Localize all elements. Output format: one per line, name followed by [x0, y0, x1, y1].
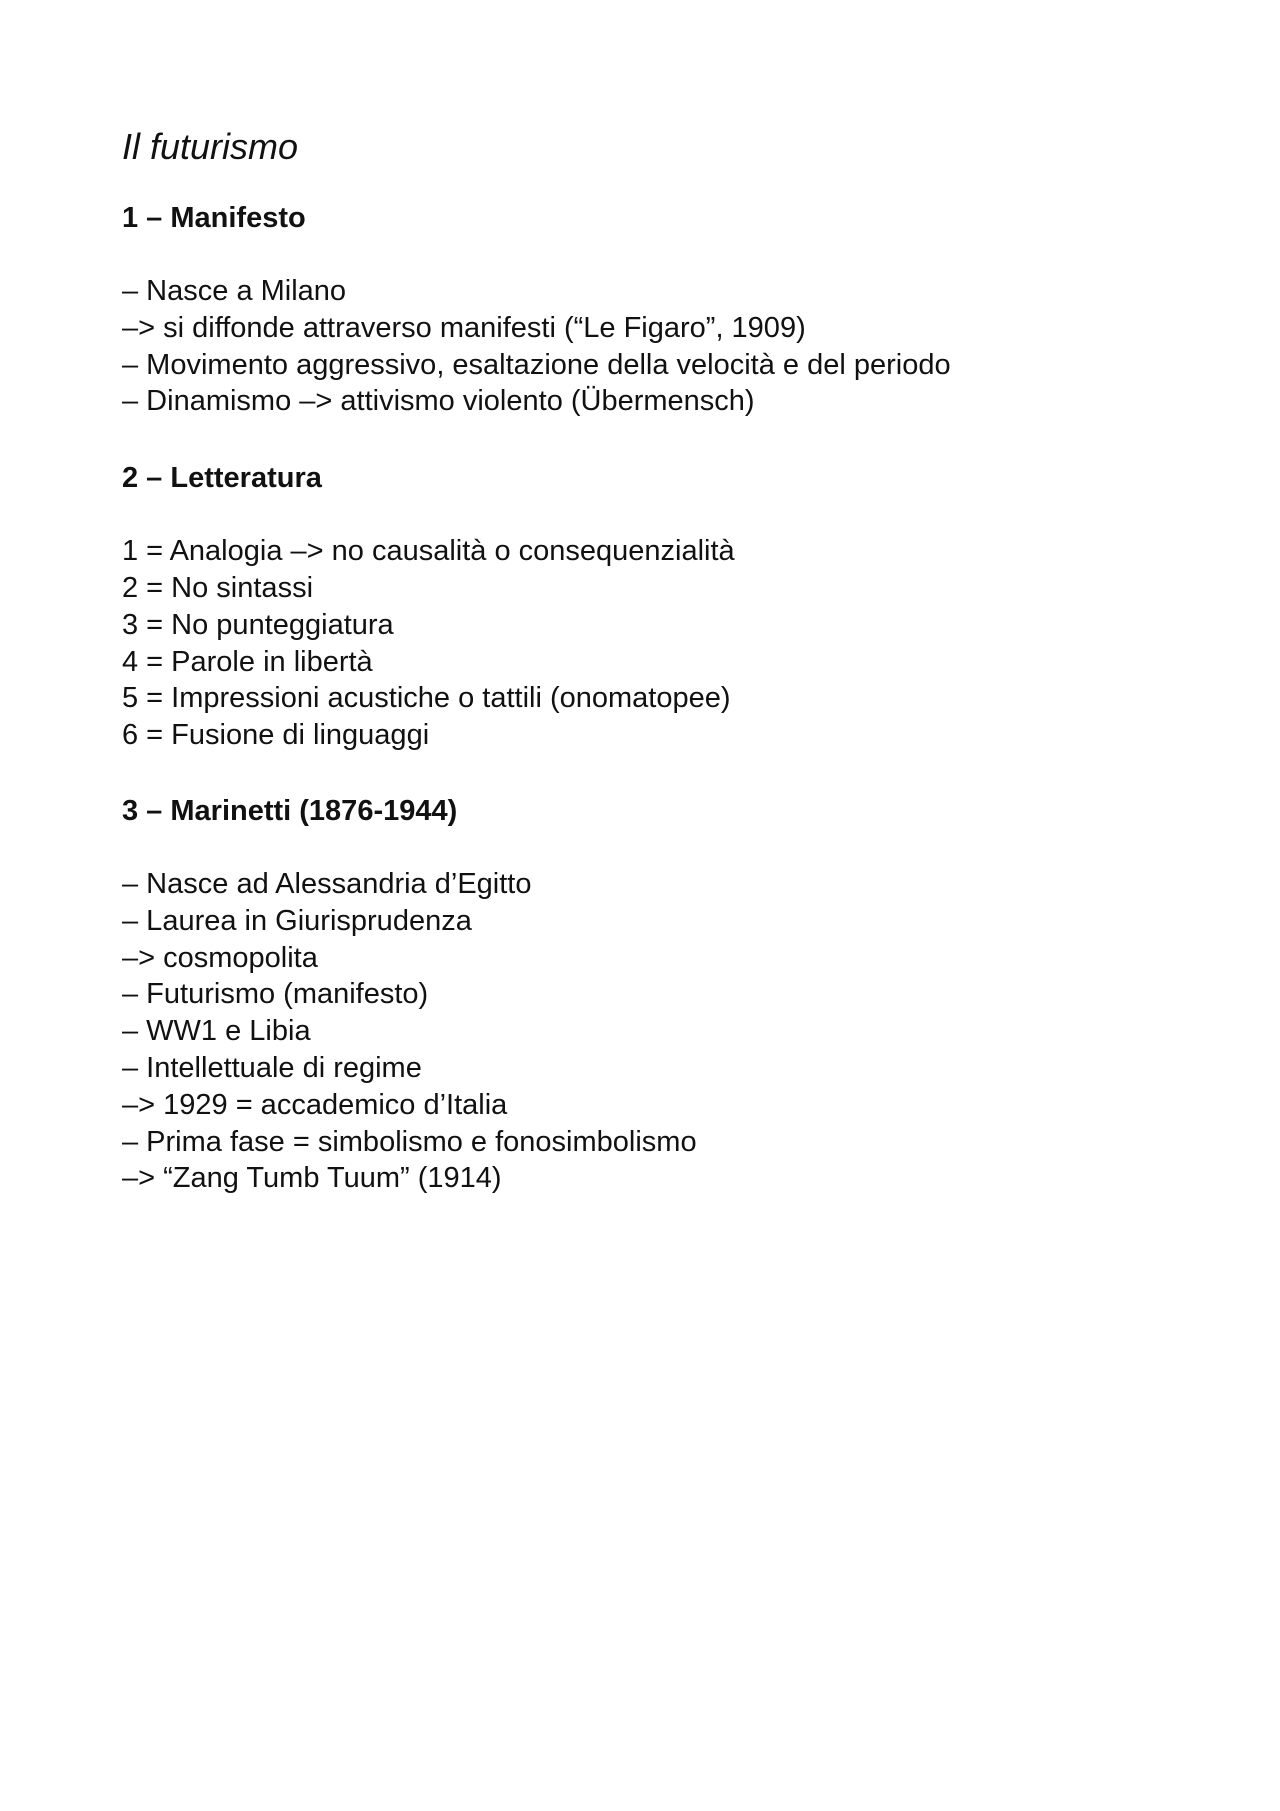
- text-line: –> si diffonde attraverso manifesti (“Le Figaro”, 1909): [122, 311, 806, 344]
- text-line: 3 = No punteggiatura: [122, 608, 394, 641]
- section-heading: 3 – Marinetti (1876-1944): [122, 794, 458, 827]
- section-lines: [122, 273, 1202, 420]
- text-line: 1 = Analogia –> no causalità o consequenzialità: [122, 535, 735, 568]
- text-line: 2 = No sintassi: [122, 571, 314, 604]
- text-line: – Movimento aggressivo, esaltazione della velocità e del periodo: [122, 348, 951, 381]
- text-line: 6 = Fusione di linguaggi: [122, 719, 430, 752]
- document-page: [122, 124, 1202, 1197]
- text-line: 5 = Impressioni acustiche o tattili (onomatopee): [122, 682, 731, 715]
- text-line: – Futurismo (manifesto): [122, 978, 429, 1011]
- text-line: – WW1 e Libia: [122, 1015, 311, 1048]
- section-heading: 2 – Letteratura: [122, 462, 322, 495]
- text-line: 4 = Parole in libertà: [122, 645, 373, 678]
- section-lines: [122, 533, 1202, 754]
- text-line: –> 1929 = accademico d’Italia: [122, 1088, 508, 1121]
- text-line: – Laurea in Giurisprudenza: [122, 904, 472, 937]
- document-title: Il futurismo: [122, 126, 299, 167]
- text-line: – Prima fase = simbolismo e fonosimbolismo: [122, 1125, 697, 1158]
- text-line: – Nasce ad Alessandria d’Egitto: [122, 867, 532, 900]
- text-line: –> cosmopolita: [122, 941, 318, 974]
- section-lines: [122, 866, 1202, 1197]
- text-line: –> “Zang Tumb Tuum” (1914): [122, 1162, 502, 1195]
- section-manifesto: [122, 200, 1202, 420]
- text-line: – Intellettuale di regime: [122, 1051, 422, 1084]
- section-heading: 1 – Manifesto: [122, 202, 306, 234]
- text-line: – Dinamismo –> attivismo violento (Übermensch): [122, 385, 755, 418]
- section-letteratura: [122, 460, 1202, 754]
- section-marinetti: [122, 793, 1202, 1197]
- text-line: – Nasce a Milano: [122, 275, 347, 307]
